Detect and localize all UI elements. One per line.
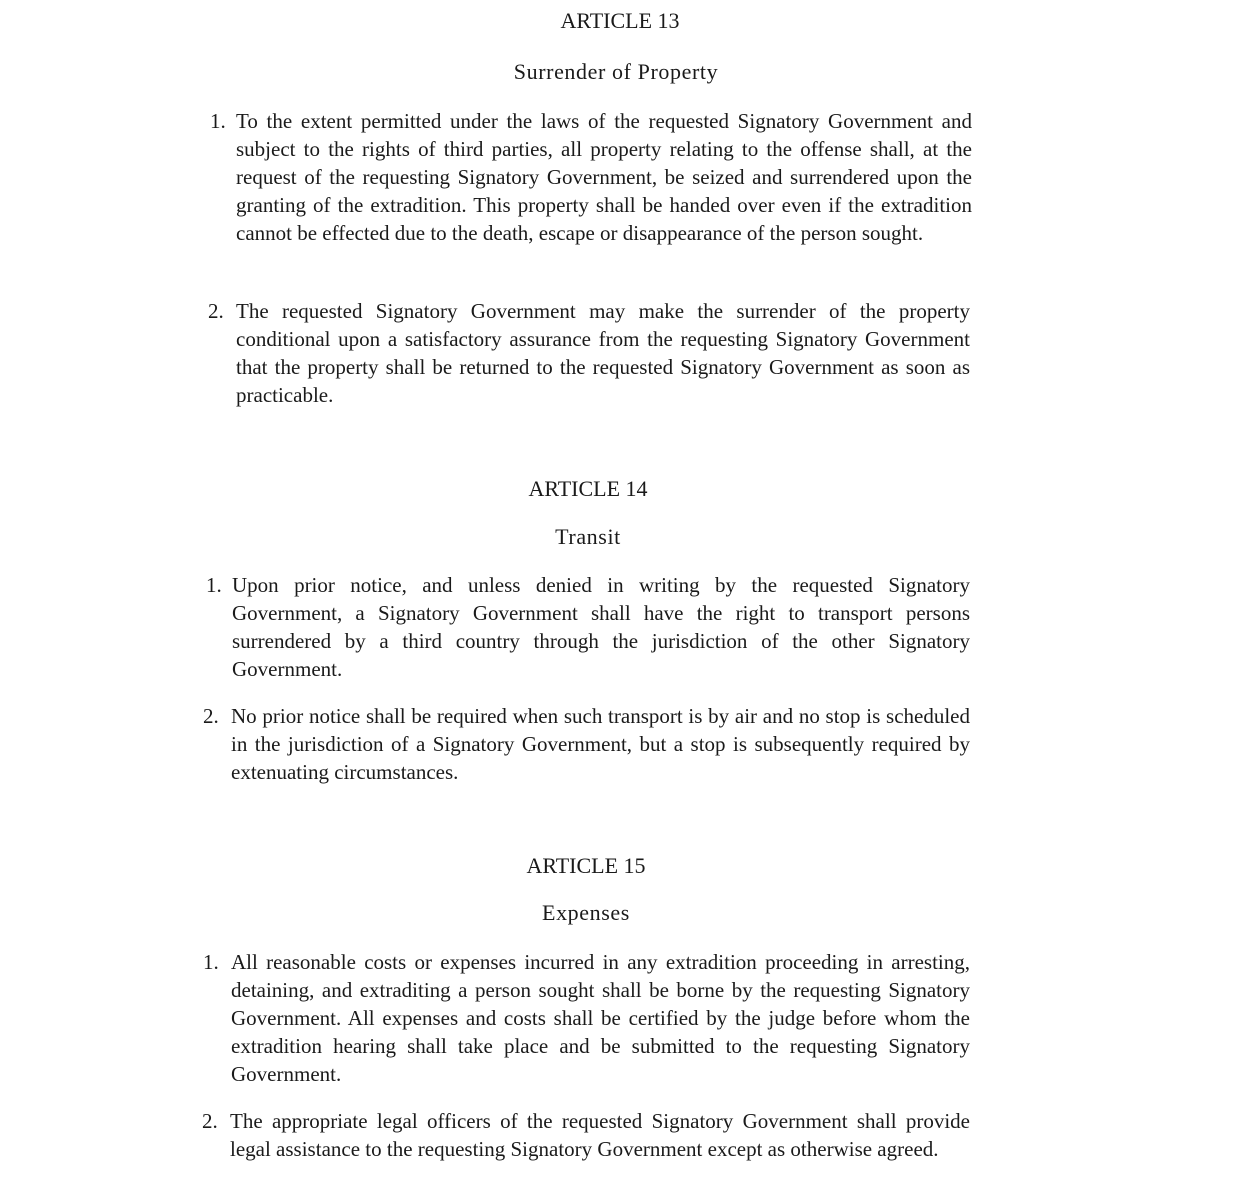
item-text: All reasonable costs or expenses incurred in any extradition proceeding in arresting, detaining, and extraditing a person sought shall be borne by the requesting Signatory Government. All expenses and costs shall be certified by the judge before whom the extradition hearing shall take place and be submitted to the requesting Signatory Government. — [231, 950, 970, 1086]
article-13-item-2 — [208, 297, 970, 409]
item-text: To the extent permitted under the laws of the requested Signatory Government and subject to the rights of third parties, all property relating to the offense shall, at the request of the requesting Signatory Government, be seized and surrendered upon the granting of the extradition. This property shall be handed over even if the extradition cannot be effected due to the death, escape or disappearance of the person sought. — [236, 109, 972, 245]
article-15-item-2 — [202, 1107, 970, 1163]
item-number: 2. — [208, 299, 224, 323]
item-text: The appropriate legal officers of the requested Signatory Government shall provide legal assistance to the requesting Signatory Government except as otherwise agreed. — [230, 1109, 970, 1161]
article-14-item-2 — [203, 702, 970, 786]
item-text: No prior notice shall be required when such transport is by air and no stop is scheduled in the jurisdiction of a Signatory Government, but a stop is subsequently required by extenuating circumstances. — [231, 704, 970, 784]
item-number: 1. — [210, 109, 226, 133]
article-15-subheading: Expenses — [542, 900, 630, 925]
article-13-subheading: Surrender of Property — [513, 59, 719, 84]
article-13-heading: ARTICLE 13 — [560, 8, 680, 33]
article-14-heading: ARTICLE 14 — [528, 476, 648, 501]
item-number: 1. — [206, 573, 222, 597]
item-number: 1. — [203, 950, 219, 974]
article-13-item-1 — [210, 107, 972, 247]
item-number: 2. — [203, 704, 219, 728]
article-15-item-1 — [203, 948, 970, 1088]
article-15-heading: ARTICLE 15 — [526, 853, 646, 878]
item-number: 2. — [202, 1109, 218, 1133]
article-14-subheading: Transit — [555, 524, 621, 549]
item-text: The requested Signatory Government may make the surrender of the property conditional upon a satisfactory assurance from the requesting Signatory Government that the property shall be returned to the requested Signatory Government as soon as practicable. — [236, 299, 970, 407]
article-14-item-1 — [206, 571, 970, 683]
item-text: Upon prior notice, and unless denied in writing by the requested Signatory Government, a Signatory Government shall have the right to transport persons surrendered by a third country through the jurisdiction of the other Signatory Government. — [232, 573, 970, 681]
